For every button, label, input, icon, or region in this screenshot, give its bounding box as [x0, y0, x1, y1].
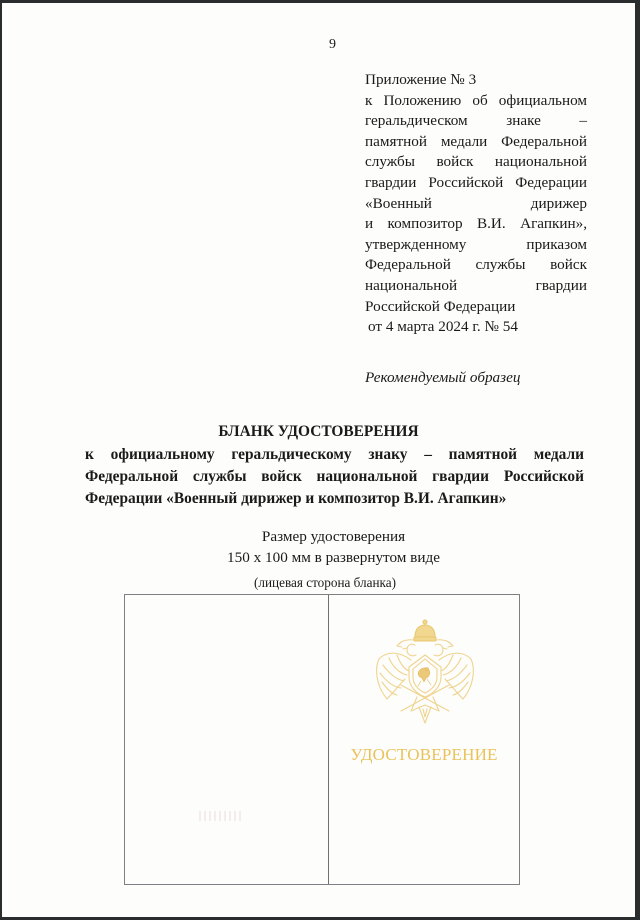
- appendix-line: национальной гвардии: [365, 276, 587, 294]
- subtitle-line: к официальному геральдическому знаку – памятной медали: [85, 446, 584, 463]
- document-title: БЛАНК УДОСТОВЕРЕНИЯ: [218, 423, 419, 440]
- appendix-line: службы войск национальной: [365, 153, 587, 171]
- eagle-emblem-icon: [371, 615, 479, 727]
- certificate-blank: [124, 594, 520, 885]
- size-line-1: Размер удостоверения: [261, 528, 406, 545]
- appendix-line: геральдическом знаке –: [365, 112, 587, 130]
- faint-scan-mark: [199, 811, 241, 821]
- appendix-line: Приложение № 3: [365, 71, 477, 88]
- appendix-date-line: от 4 марта 2024 г. № 54: [368, 318, 518, 336]
- subtitle-line: Федеральной службы войск национальной гвардии Российской: [85, 468, 584, 485]
- certificate-cover-title: УДОСТОВЕРЕНИЕ: [350, 745, 498, 764]
- document-page: [2, 3, 635, 917]
- appendix-line: и композитор В.И. Агапкин»,: [365, 215, 587, 233]
- blank-cover-panel: [329, 595, 519, 884]
- blank-left-panel: [125, 595, 329, 884]
- appendix-line: «Военный дирижер: [365, 194, 587, 212]
- appendix-line: к Положению об официальном: [365, 91, 587, 109]
- appendix-line: памятной медали Федеральной: [365, 132, 587, 150]
- recommended-sample-label: Рекомендуемый образец: [365, 369, 521, 386]
- appendix-line: Российской Федерации: [365, 297, 516, 315]
- appendix-line: гвардии Российской Федерации: [365, 173, 587, 191]
- subtitle-line: Федерации «Военный дирижер и композитор В.И. Агапкин»: [85, 490, 507, 507]
- appendix-header: [365, 70, 587, 338]
- appendix-line: утвержденному приказом: [365, 235, 587, 253]
- appendix-line: Федеральной службы войск: [365, 256, 587, 274]
- size-description: [2, 526, 640, 568]
- size-line-2: 150 х 100 мм в развернутом виде: [227, 549, 440, 566]
- face-side-label: (лицевая сторона бланка): [254, 575, 396, 590]
- document-subtitle: [85, 444, 584, 510]
- page-number: 9: [329, 37, 336, 52]
